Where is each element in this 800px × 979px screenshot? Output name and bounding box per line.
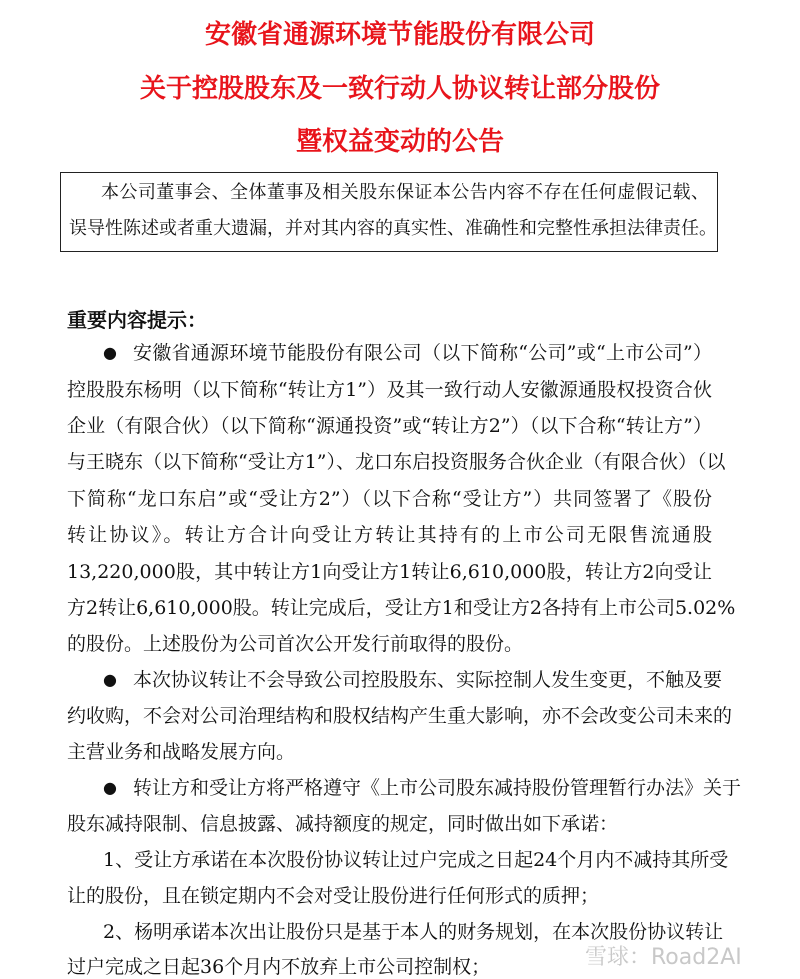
text-line: 企业（有限合伙）（以下简称“源通投资”或“转让方2”）（以下合称“转让方”） [67, 415, 712, 437]
watermark: 雪球：Road2AI [585, 945, 742, 970]
text-line: 安徽省通源环境节能股份有限公司（以下简称“公司”或“上市公司”） [133, 342, 712, 364]
title-line-1: 安徽省通源环境节能股份有限公司 [204, 20, 595, 50]
text-line: 控股股东杨明（以下简称“转让方1”）及其一致行动人安徽源通股权投资合伙 [67, 379, 712, 401]
bullet-icon: ● [103, 670, 117, 689]
text-line: 13,220,000股，其中转让方1向受让方1转让6,610,000股，转让方2向受让 [67, 561, 712, 583]
text-line: 2、杨明承诺本次出让股份只是基于本人的财务规划，在本次股份协议转让 [103, 921, 724, 943]
text-line: 的股份。上述股份为公司首次公开发行前取得的股份。 [67, 633, 524, 655]
text-line: 下简称“龙口东启”或“受让方2”）（以下合称“受让方”）共同签署了《股份 [67, 488, 712, 510]
text-line: 1、受让方承诺在本次股份协议转让过户完成之日起24个月内不减持其所受 [103, 849, 729, 871]
text-line: 转让协议》。转让方合计向受让方转让其持有的上市公司无限售流通股 [67, 524, 712, 546]
bullet-icon: ● [103, 778, 117, 797]
text-line: 本次协议转让不会导致公司控股股东、实际控制人发生变更，不触及要 [133, 669, 723, 691]
disclaimer-line: 误导性陈述或者重大遗漏，并对其内容的真实性、准确性和完整性承担法律责任。 [69, 218, 717, 239]
text-line: 过户完成之日起36个月内不放弃上市公司控制权； [67, 956, 491, 978]
title-line-2: 关于控股股东及一致行动人协议转让部分股份 [139, 74, 660, 104]
text-line: 方2转让6,610,000股。转让完成后，受让方1和受让方2各持有上市公司5.02% [67, 597, 736, 619]
section-heading: 重要内容提示： [67, 308, 207, 332]
text-line: 主营业务和战略发展方向。 [67, 741, 296, 763]
text-line: 约收购，不会对公司治理结构和股权结构产生重大影响，亦不会改变公司未来的 [67, 705, 733, 727]
bullet-icon: ● [103, 343, 117, 362]
disclaimer-line: 本公司董事会、全体董事及相关股东保证本公告内容不存在任何虚假记载、 [101, 182, 709, 203]
text-line: 与王晓东（以下简称“受让方1”）、龙口东启投资服务合伙企业（有限合伙）（以 [67, 451, 726, 473]
text-line: 转让方和受让方将严格遵守《上市公司股东减持股份管理暂行办法》关于 [133, 777, 742, 799]
text-line: 让的股份，且在锁定期内不会对受让股份进行任何形式的质押； [67, 885, 600, 907]
disclaimer-box [60, 172, 718, 252]
title-line-3: 暨权益变动的公告 [295, 127, 504, 157]
text-line: 股东减持限制、信息披露、减持额度的规定，同时做出如下承诺： [67, 813, 619, 835]
